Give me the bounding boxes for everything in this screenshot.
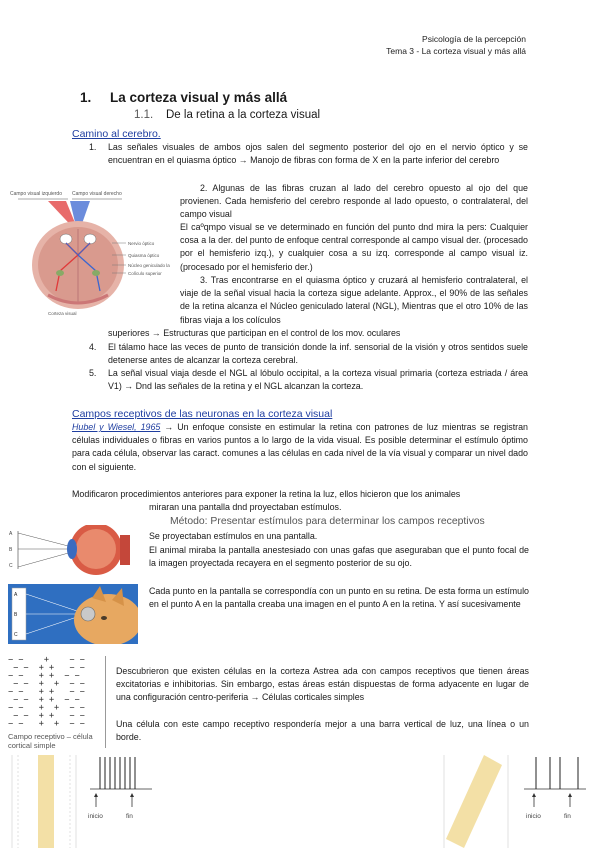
receptive-field-caption: Campo receptivo – célula cortical simple (8, 732, 93, 750)
callout-optic-nerve: Nervio óptico (128, 241, 155, 246)
running-header (386, 33, 526, 57)
list-item-3 (180, 274, 528, 327)
list-text: superiores → Estructuras que participan en el control de los mov. oculares (108, 328, 401, 338)
receptive-field-diagram (8, 656, 100, 752)
figure-caption: Corteza visual (48, 311, 77, 316)
section-number: 1. (80, 90, 92, 105)
eye-diagram (8, 525, 138, 581)
figure-label-right: Campo visual derecho (72, 191, 122, 197)
callout-lgn: Núcleo geniculado lat. (128, 263, 170, 268)
eye-label-b: B (9, 547, 13, 553)
list-text: Tras encontrarse en el quiasma óptico y cruzará al hemisferio contralateral, el viaje de la señal visual hacia la corteza sigue adelante. Approx., el 90% de las señales de la retina alcanza el Núcleo geniculado lateral (NGL), Mientras que el otro 10% de las fibras viaja a los colículos (180, 275, 528, 325)
list-text: Las señales visuales de ambos ojos salen del segmento posterior del ojo en el nervio óptico y se encuentran en el quiasma óptico → Manojo de fibras con forma de X en la parte inferior del cerebro (108, 142, 528, 166)
discovery-paragraph: Descubrieron que existen células en la corteza Astrea ada con campos receptivos que tienen áreas excitatorias e inhibitorias. Sin embargo, estas áreas están dispuestas de forma adyacente en lugar de una configuración centro-periferia → Células corticales simples (116, 666, 529, 703)
topic-title: Tema 3 - La corteza visual y más allá (386, 46, 526, 56)
list-number: 5. (89, 368, 97, 378)
camino-heading[interactable]: Camino al cerebro. (72, 128, 161, 140)
section-heading (80, 90, 287, 105)
list-text: El caºqmpo visual se ve determinado en función del punto dnd mira la pers: Cualquier cosa a la der. del punto de enfoque central corresponde al campo visual der. (procesado por el hemisferio izq.), y cualquier cosa a su izq. corresponde al campo visual iz. (procesado por el hemisferio der.) (180, 222, 528, 272)
list-item-5 (89, 367, 528, 393)
response-paragraph: Una célula con este campo receptivo respondería mejor a una barra vertical de luz, una línea o un borde. (116, 719, 529, 743)
tilted-bar-stimulus (440, 755, 510, 848)
screen-label-b: B (14, 612, 18, 618)
receptive-field-grid: − − + − − − − + + − − − − + + − − − − + + − − − − + + − − − − + + − − − − + + − − − − + + − − − − + + − − (8, 655, 85, 729)
list-number: 3. (200, 275, 208, 285)
modification-line-2: miraran una pantalla dnd proyectaban estímulos. (149, 502, 342, 512)
figure-label-left: Campo visual izquierdo (10, 191, 62, 197)
screen-label-a: A (14, 592, 18, 598)
start-label: inicio (526, 813, 541, 820)
spike-train-strong (86, 755, 156, 848)
eye-label-a: A (9, 531, 13, 537)
list-text: Algunas de las fibras cruzan al lado del cerebro opuesto al ojo del que provienen. Cada hemisferio del cerebro responde al lado opuesto, o contralateral, del campo visual (180, 183, 528, 220)
campos-intro (72, 421, 528, 474)
method-title: Método: Presentar estímulos para determinar los campos receptivos (170, 516, 485, 527)
list-number: 4. (89, 342, 97, 352)
eye-label-c: C (9, 563, 13, 569)
end-label: fin (564, 813, 571, 820)
list-item-1 (89, 141, 528, 167)
spike-train-weak (520, 755, 590, 848)
list-text: El tálamo hace las veces de punto de transición donde la inf. sensorial de la visión y otros sentidos suele detenerse antes de alcanzar la corteza cerebral. (108, 342, 528, 366)
method-paragraph-2: El animal miraba la pantalla anestesiado con unas gafas que aseguraban que el punto focal de la imagen proyectada recayera en el segmento posterior de su ojo. (149, 545, 529, 569)
method-paragraph-1: Se proyectaban estímulos en una pantalla. (149, 531, 318, 541)
citation-link[interactable]: Hubel y Wiesel, 1965 (72, 422, 161, 432)
list-item-2b (180, 221, 528, 274)
callout-chiasm: Quiasma óptico (128, 253, 160, 258)
vertical-bar-stimulus (8, 755, 78, 848)
intro-text: → Un enfoque consiste en estimular la retina con patrones de luz mientras se registran células individuales o fibras en varios puntos a lo largo de la vida visual. Es posible determinar el estímulo óptimo para cada célula, observar las caract. comunes a las células en cada nivel de la vía visual y comparar un nivel dado con el siguiente. (72, 422, 528, 472)
list-number: 2. (200, 183, 208, 193)
list-number: 1. (89, 142, 97, 152)
list-item-4 (89, 341, 528, 367)
cat-screen-diagram (8, 584, 138, 644)
subsection-number: 1.1. (134, 109, 154, 121)
course-title: Psicología de la percepción (422, 34, 526, 44)
screen-label-c: C (14, 632, 18, 638)
campos-heading[interactable]: Campos receptivos de las neuronas en la corteza visual (72, 408, 333, 420)
method-paragraph-3: Cada punto en la pantalla se correspondía con un punto en su retina. De esta forma un estímulo en el punto A en la pantalla creaba una imagen en el punto A en la retina. Y así sucesivamente (149, 586, 529, 610)
callout-colliculus: Colículo superior (128, 271, 162, 276)
start-label: inicio (88, 813, 103, 820)
list-text: La señal visual viaja desde el NGL al lóbulo occipital, a la corteza visual primaria (corteza estriada / área V1) → Dnd las señales de la retina y el NGL alcanzan la corteza. (108, 368, 528, 392)
brain-figure (8, 187, 170, 317)
subsection-heading (134, 109, 320, 121)
section-title: La corteza visual y más allá (110, 90, 288, 105)
modification-line-1: Modificaron procedimientos anteriores para exponer la retina la luz, ellos hicieron que los animales (72, 489, 461, 499)
end-label: fin (126, 813, 133, 820)
list-item-2 (180, 182, 528, 222)
subsection-title: De la retina a la corteza visual (166, 109, 321, 121)
divider-line (105, 656, 106, 748)
list-item-3b (108, 327, 528, 340)
